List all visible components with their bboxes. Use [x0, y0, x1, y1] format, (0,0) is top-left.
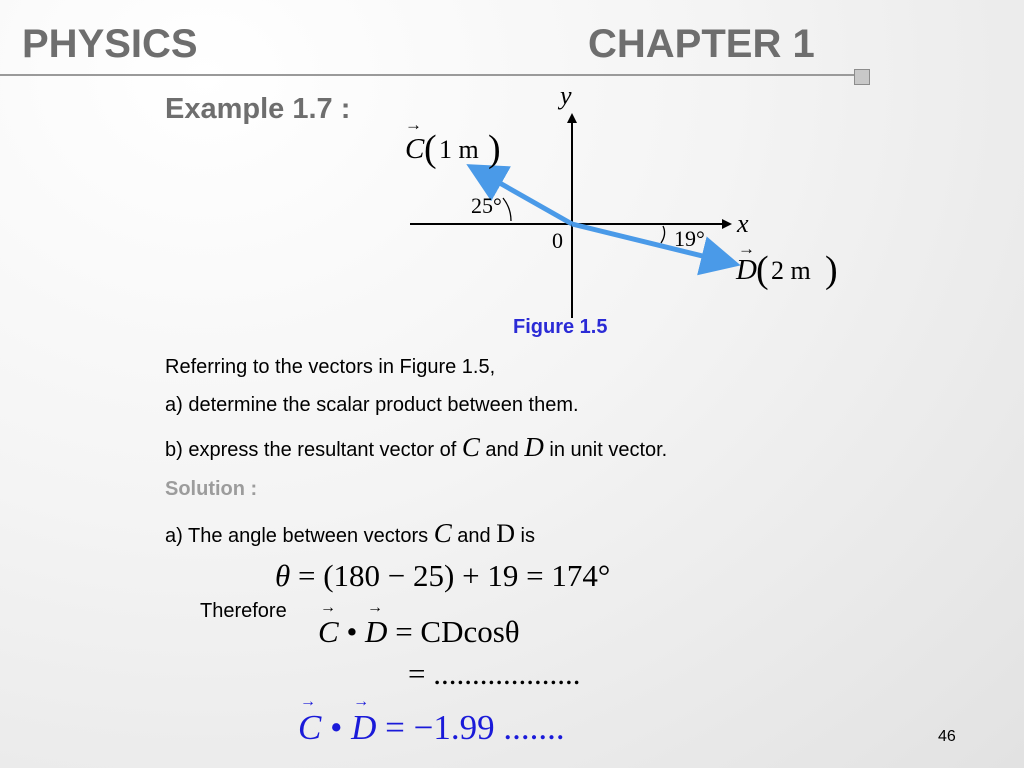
header-chapter: CHAPTER 1 — [588, 22, 815, 66]
angle-c-label: 25° — [471, 193, 502, 218]
page-number: 46 — [938, 728, 956, 745]
question-line-3 — [165, 432, 667, 463]
final-vector-c: → C — [298, 708, 321, 748]
origin-label: 0 — [552, 228, 563, 253]
dot-vector-d: → D — [365, 614, 387, 650]
solution-a-line — [165, 518, 535, 549]
dot-operator: • — [346, 614, 358, 649]
svg-text:(: ( — [424, 128, 437, 170]
y-axis-label: y — [560, 81, 572, 110]
svg-text:C: C — [405, 133, 425, 165]
dot-product-equation — [318, 614, 520, 650]
figure-caption: Figure 1.5 — [513, 316, 608, 338]
svg-text:(: ( — [756, 249, 769, 291]
svg-text:1 m: 1 m — [439, 135, 479, 164]
question-line-1: Referring to the vectors in Figure 1.5, — [165, 356, 496, 378]
question-line-2: a) determine the scalar product between them. — [165, 394, 579, 416]
vector-c-symbol: C — [461, 432, 480, 462]
theta-equation — [275, 558, 610, 594]
example-title: Example 1.7 : — [165, 93, 351, 125]
angle-c-arc — [503, 198, 511, 221]
therefore-label: Therefore — [200, 600, 287, 622]
vector-figure — [395, 80, 855, 320]
divider-end-square — [854, 69, 870, 85]
solution-a-end: is — [520, 525, 535, 547]
solution-label: Solution : — [165, 478, 258, 500]
header-divider — [0, 74, 862, 76]
angle-d-arc — [661, 226, 665, 243]
and-word: and — [485, 439, 519, 461]
final-vector-d: → D — [351, 708, 376, 748]
svg-text:→: → — [738, 239, 755, 258]
svg-text:2 m: 2 m — [771, 256, 811, 285]
header-subject: PHYSICS — [22, 22, 198, 66]
theta-expression: = (180 − 25) + 19 = 174° — [297, 558, 611, 593]
svg-text:): ) — [488, 128, 501, 170]
svg-text:D: D — [736, 254, 757, 286]
svg-text:): ) — [825, 249, 838, 291]
angle-d-label: 19° — [674, 226, 705, 251]
question-line-3-start: b) express the resultant vector of — [165, 439, 457, 461]
dot-vector-c: → C — [318, 614, 339, 650]
final-dot-operator: • — [330, 708, 343, 747]
x-axis-label: x — [737, 209, 749, 238]
question-line-3-end: in unit vector. — [549, 439, 668, 461]
solution-vector-d-symbol: D — [496, 519, 515, 548]
solution-a-start: a) The angle between vectors — [165, 525, 429, 547]
svg-text:→: → — [405, 115, 422, 134]
dot-product-rhs: = CDcosθ — [395, 614, 520, 649]
final-answer-value: = −1.99 ....... — [385, 708, 565, 747]
vector-c-label — [405, 115, 501, 170]
vector-d-arrow — [572, 224, 731, 263]
theta-symbol: θ — [275, 558, 291, 593]
dot-product-blank-line: = ................... — [408, 656, 581, 691]
final-answer — [298, 708, 565, 748]
solution-vector-c-symbol: C — [433, 518, 452, 548]
solution-and-word: and — [457, 525, 491, 547]
vector-d-label — [735, 239, 838, 291]
vector-d-symbol: D — [524, 432, 544, 462]
